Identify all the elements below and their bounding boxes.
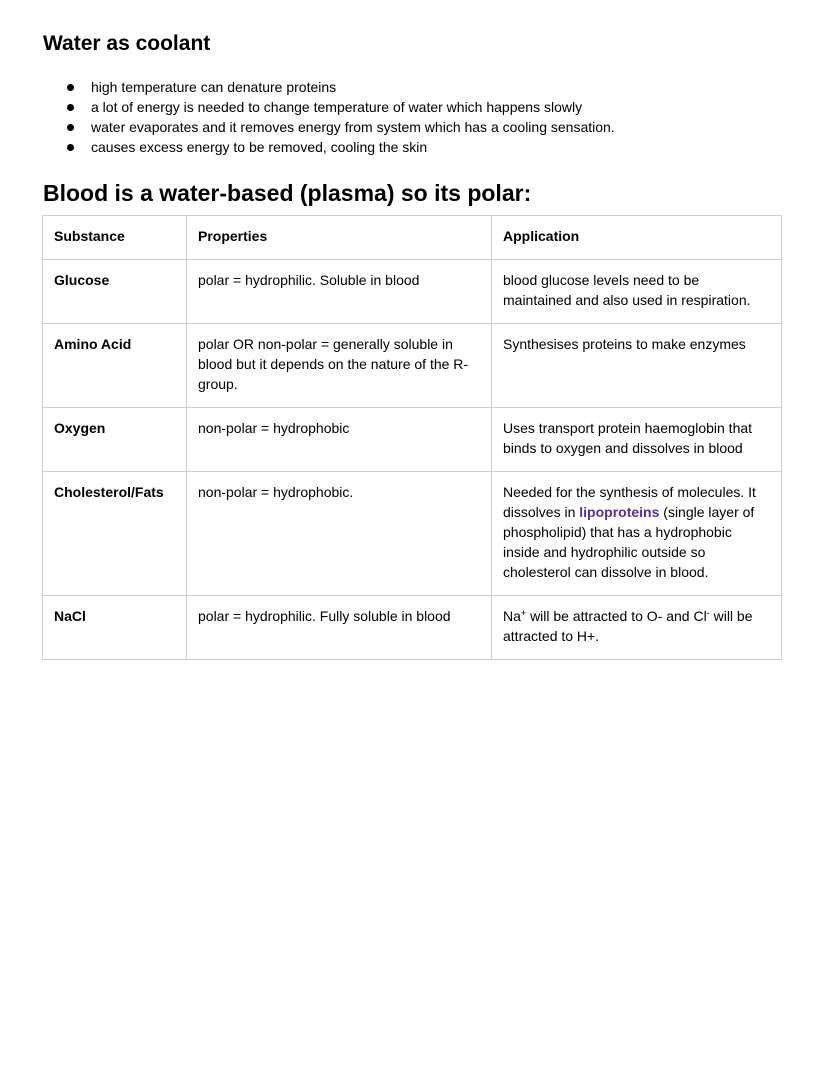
header-application: Application	[492, 216, 782, 260]
table-header-row	[43, 216, 782, 260]
table-row	[43, 408, 782, 472]
cell-substance: Cholesterol/Fats	[43, 472, 187, 596]
section-heading-water-coolant: Water as coolant	[43, 32, 211, 55]
table-row	[43, 324, 782, 408]
table-row	[43, 260, 782, 324]
cell-substance: Amino Acid	[43, 324, 187, 408]
bullet-icon	[67, 104, 74, 111]
header-properties: Properties	[187, 216, 492, 260]
cell-application: Na+ will be attracted to O- and Cl- will be attracted to H+.	[492, 596, 782, 660]
bullet-icon	[67, 144, 74, 151]
cell-properties: non-polar = hydrophobic	[187, 408, 492, 472]
coolant-bullet-list	[65, 77, 615, 157]
bullet-icon	[67, 124, 74, 131]
table-row	[43, 596, 782, 660]
section-heading-blood-polar: Blood is a water-based (plasma) so its polar:	[43, 180, 532, 206]
cell-application: Uses transport protein haemoglobin that binds to oxygen and dissolves in blood	[492, 408, 782, 472]
cell-substance: Glucose	[43, 260, 187, 324]
lipoproteins-link[interactable]: lipoproteins	[579, 504, 660, 520]
cell-properties: polar OR non-polar = generally soluble in blood but it depends on the nature of the R-group.	[187, 324, 492, 408]
cell-properties: non-polar = hydrophobic.	[187, 472, 492, 596]
cell-application: Synthesises proteins to make enzymes	[492, 324, 782, 408]
table-row	[43, 472, 782, 596]
substance-table	[42, 215, 782, 660]
list-item: water evaporates and it removes energy from system which has a cooling sensation.	[65, 117, 615, 137]
list-item: high temperature can denature proteins	[65, 77, 615, 97]
bullet-icon	[67, 84, 74, 91]
cell-application: blood glucose levels need to be maintained and also used in respiration.	[492, 260, 782, 324]
cell-application: Needed for the synthesis of molecules. It dissolves in lipoproteins (single layer of phospholipid) that has a hydrophobic inside and hydrophilic outside so cholesterol can dissolve in blood.	[492, 472, 782, 596]
cell-properties: polar = hydrophilic. Soluble in blood	[187, 260, 492, 324]
cell-substance: NaCl	[43, 596, 187, 660]
cell-properties: polar = hydrophilic. Fully soluble in blood	[187, 596, 492, 660]
list-item: a lot of energy is needed to change temperature of water which happens slowly	[65, 97, 615, 117]
cell-substance: Oxygen	[43, 408, 187, 472]
list-item: causes excess energy to be removed, cooling the skin	[65, 137, 615, 157]
header-substance: Substance	[43, 216, 187, 260]
